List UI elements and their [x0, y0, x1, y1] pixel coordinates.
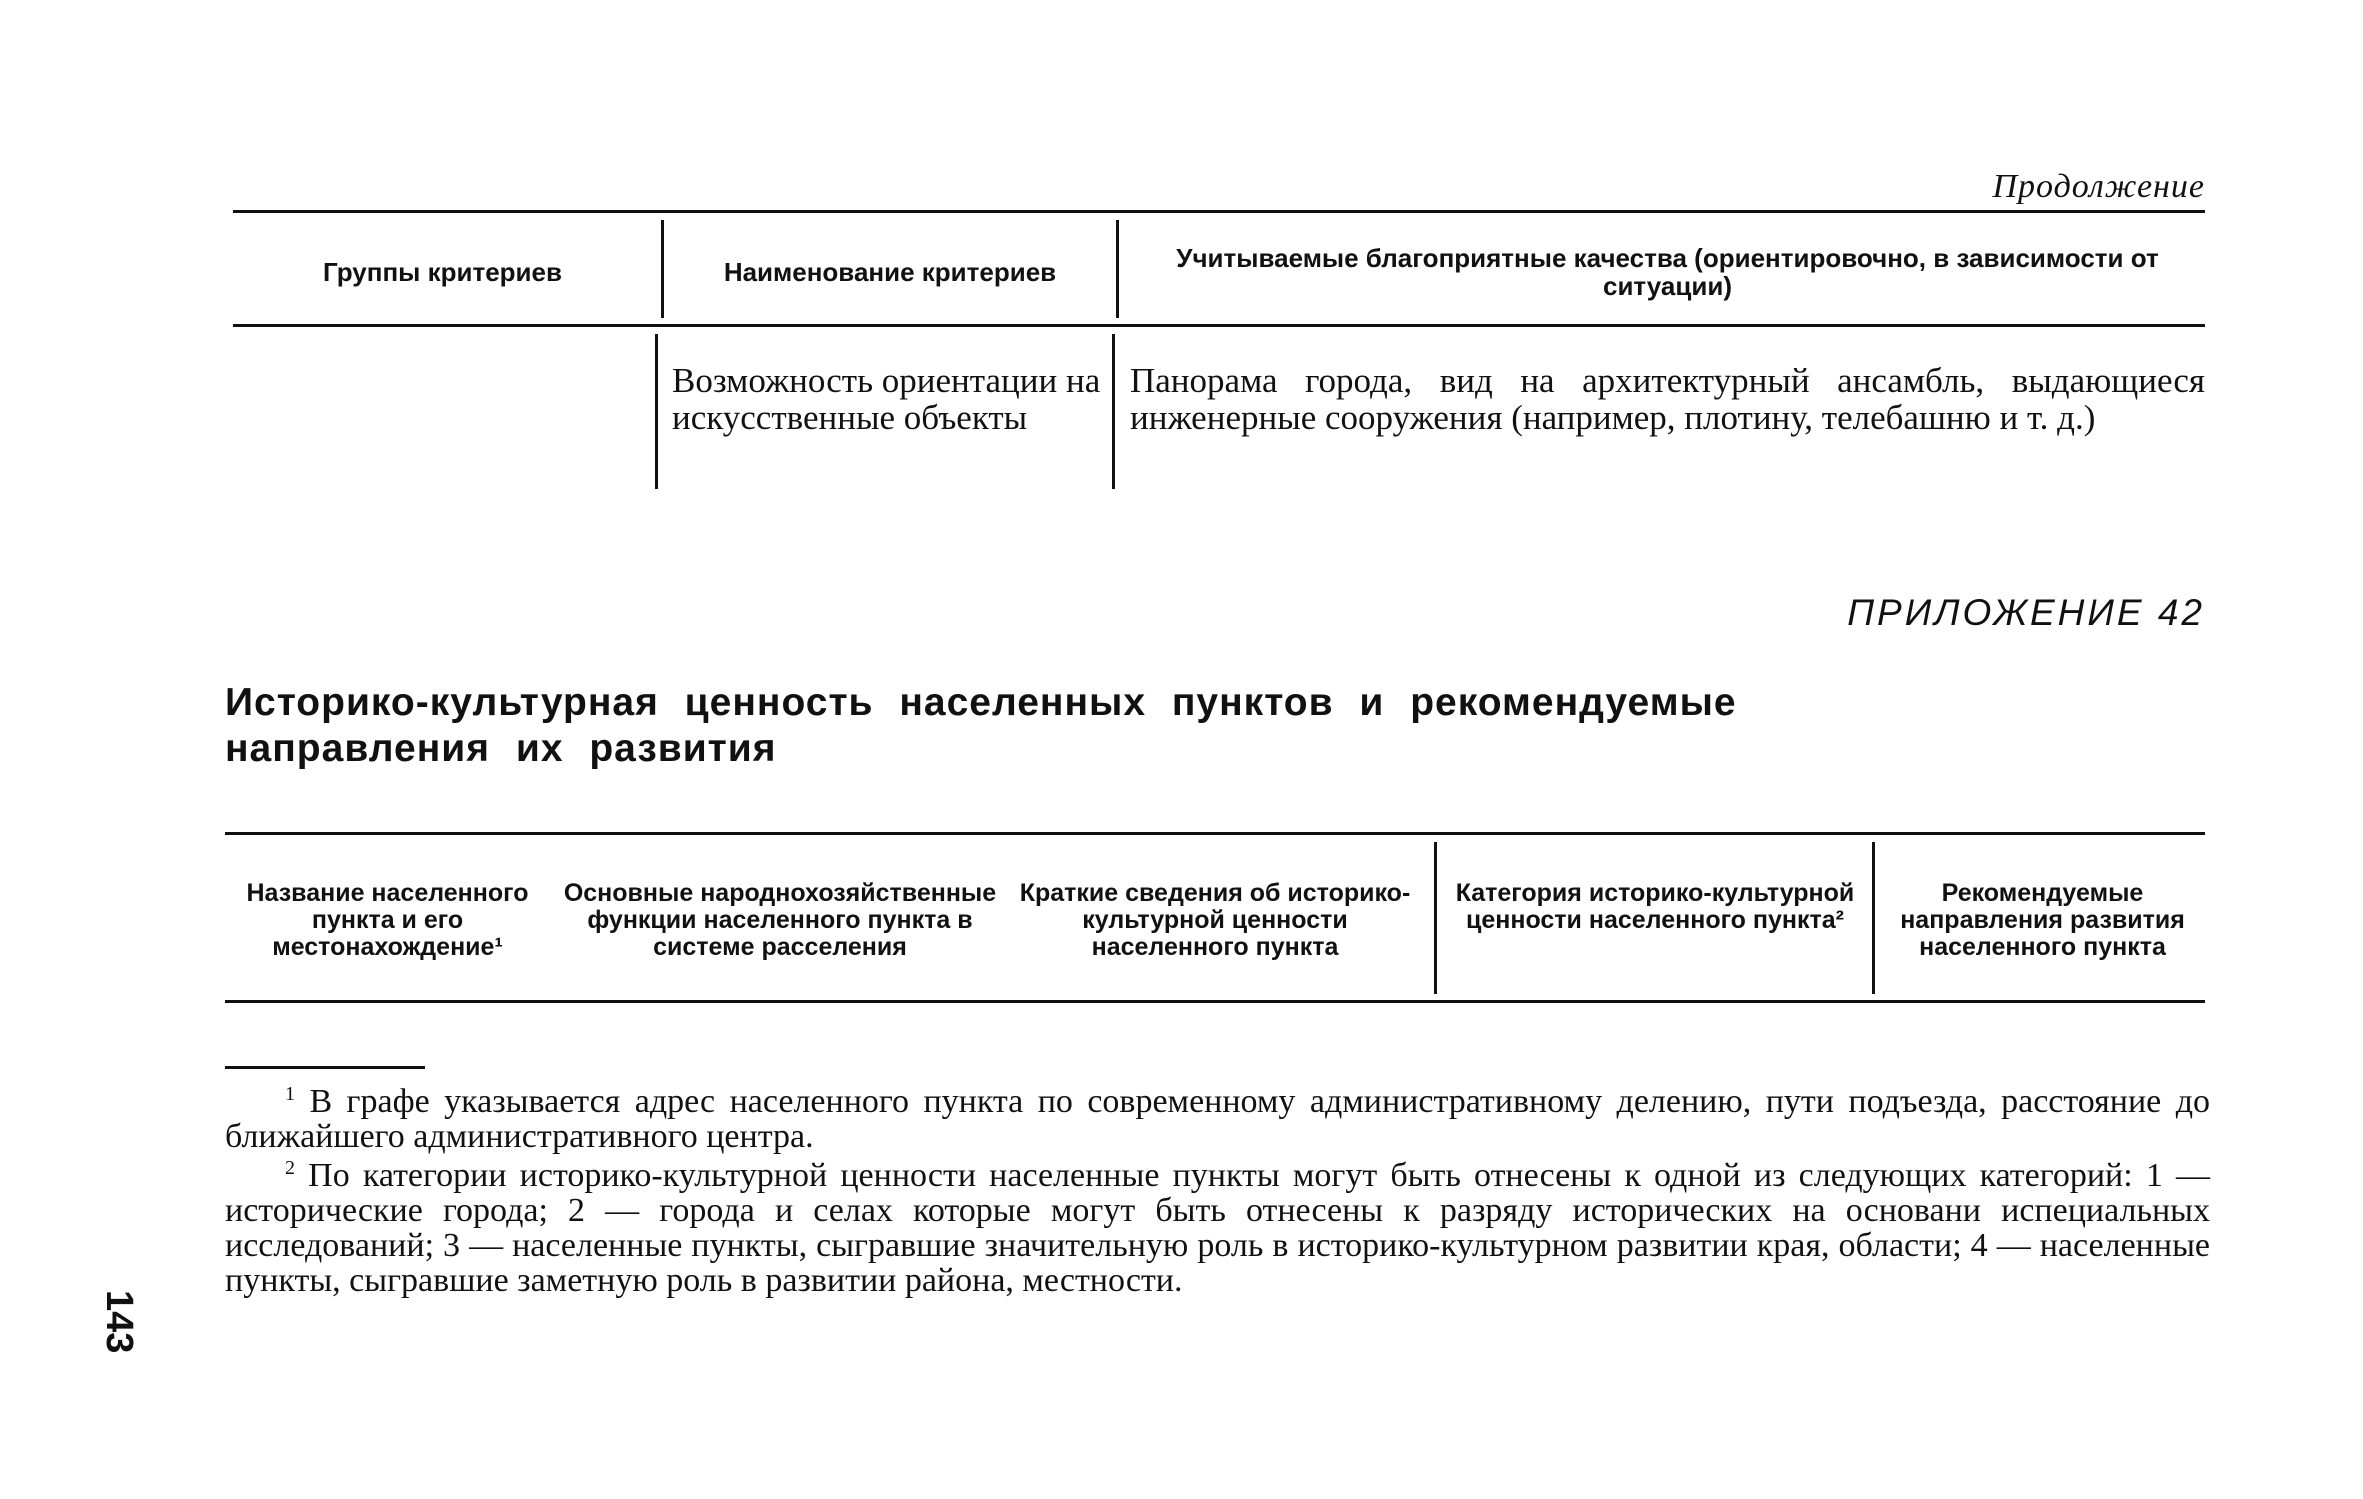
table1-cell-qualities: Панорама города, вид на архитектурный ансамбль, выдающиеся инженерные сооружения (например, плотину, телебашню и т. д.)	[1130, 361, 2205, 437]
table2-header-development: Рекомендуемые направления развития населенного пункта	[1900, 879, 2185, 961]
table2-header-functions: Основные народнохозяйственные функции населенного пункта в системе расселения	[563, 879, 997, 961]
footnote-1-mark: 1	[285, 1083, 295, 1105]
footnote-separator	[225, 1066, 425, 1069]
table1-body-divider-2	[1112, 334, 1115, 489]
page-number: 143	[98, 1290, 140, 1354]
table1-cell-criterion: Возможность ориентации на искусственные объекты	[672, 361, 1101, 437]
table1-body-divider-1	[655, 334, 658, 489]
table2-header-settlement: Название населенного пункта и его местонахождение¹	[246, 879, 529, 961]
table1-col-divider-2	[1116, 220, 1119, 318]
table1-col-divider-1	[661, 220, 664, 318]
footnote-1	[225, 1084, 2210, 1154]
table2-bottom-rule	[225, 1000, 2205, 1003]
section-title: Историко-культурная ценность населенных пунктов и рекомендуемые направления их развития	[225, 681, 1737, 770]
table2-header-heritage-info: Краткие сведения об историко-культурной ценности населенного пункта	[1019, 879, 1411, 961]
footnote-1-text: В графе указывается адрес населенного пункта по современному административному делению, пути подъезда, расстояние до ближайшего административного центра.	[225, 1083, 2211, 1155]
footnote-2	[225, 1158, 2210, 1298]
table2-col-divider-3	[1434, 842, 1437, 994]
table1-header-criteria: Наименование критериев	[723, 257, 1057, 287]
table1-top-rule	[233, 210, 2205, 213]
footnote-2-text: По категории историко-культурной ценности населенные пункты могут быть отнесены к одной из следующих категорий: 1 — исторические города; 2 — города и селах которые могут быть отнесены к разряду исторических на основани испециальных исследований; 3 — населенные пункты, сыгравшие значительную роль в историко-культурном развитии края, области; 4 — населенные пункты, сыгравшие заметную роль в развитии района, местности.	[225, 1157, 2210, 1299]
table2-top-rule	[225, 832, 2205, 835]
table1-header-qualities: Учитываемые благоприятные качества (ориентировочно, в зависимости от ситуации)	[1176, 243, 2159, 301]
table2-col-divider-4	[1872, 842, 1875, 994]
table2-header-category: Категория историко-культурной ценности населенного пункта²	[1455, 879, 1855, 934]
appendix-label: ПРИЛОЖЕНИЕ 42	[1847, 592, 2205, 633]
table1-header-rule	[233, 324, 2205, 327]
table1-header-groups: Группы критериев	[323, 257, 562, 287]
footnote-2-mark: 2	[285, 1157, 295, 1179]
continuation-label: Продолжение	[1992, 168, 2205, 205]
